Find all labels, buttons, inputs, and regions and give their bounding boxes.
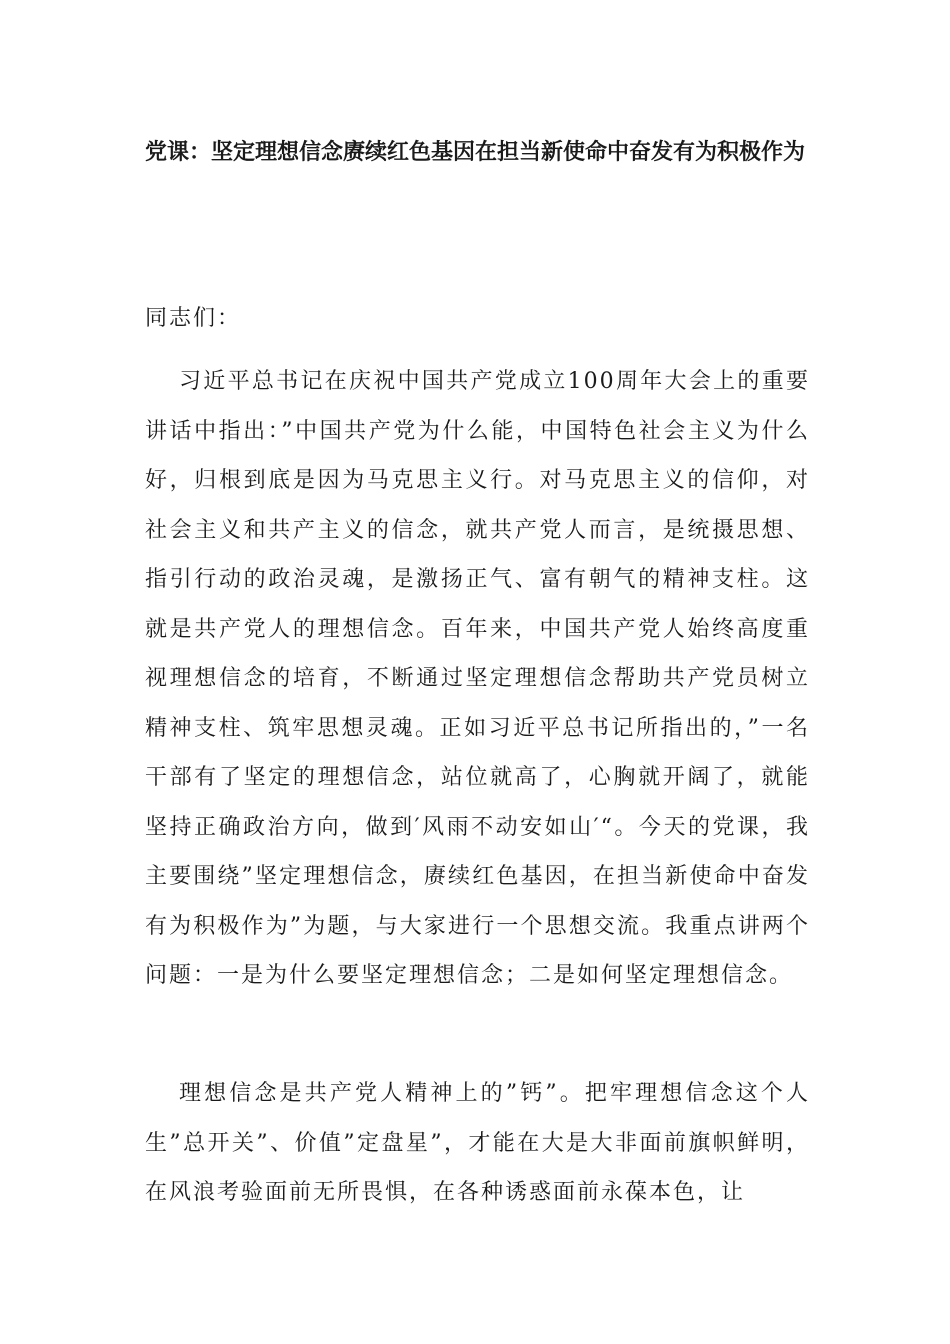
paragraph-1: 习近平总书记在庆祝中国共产党成立100周年大会上的重要讲话中指出：”中国共产党为什么能，中国特色社会主义为什么好，归根到底是因为马克思主义行。对马克思主义的信仰，对社会主义和共产主义的信念，就共产党人而言，是统摄思想、指引行动的政治灵魂，是激扬正气、富有朝气的精神支柱。这就是共产党人的理想信念。百年来，中国共产党人始终高度重视理想信念的培育，不断通过坚定理想信念帮助共产党员树立精神支柱、筑牢思想灵魂。正如习近平总书记所指出的，”一名干部有了坚定的理想信念，站位就高了，心胸就开阔了，就能坚持正确政治方向，做到′风雨不动安如山′“。今天的党课，我主要围绕”坚定理想信念，赓续红色基因，在担当新使命中奋发有为积极作为”为题，与大家进行一个思想交流。我重点讲两个问题：一是为什么要坚定理想信念；二是如何坚定理想信念。 [145, 369, 810, 988]
greeting: 同志们： [145, 306, 242, 331]
document-title: 党课：坚定理想信念赓续红色基因在担当新使命中奋发有为积极作为 [144, 140, 805, 165]
paragraph-2: 理想信念是共产党人精神上的”钙”。把牢理想信念这个人生”总开关”、价值”定盘星”，才能在大是大非面前旗帜鲜明，在风浪考验面前无所畏惧，在各种诱惑面前永葆本色，让 [145, 1081, 810, 1205]
